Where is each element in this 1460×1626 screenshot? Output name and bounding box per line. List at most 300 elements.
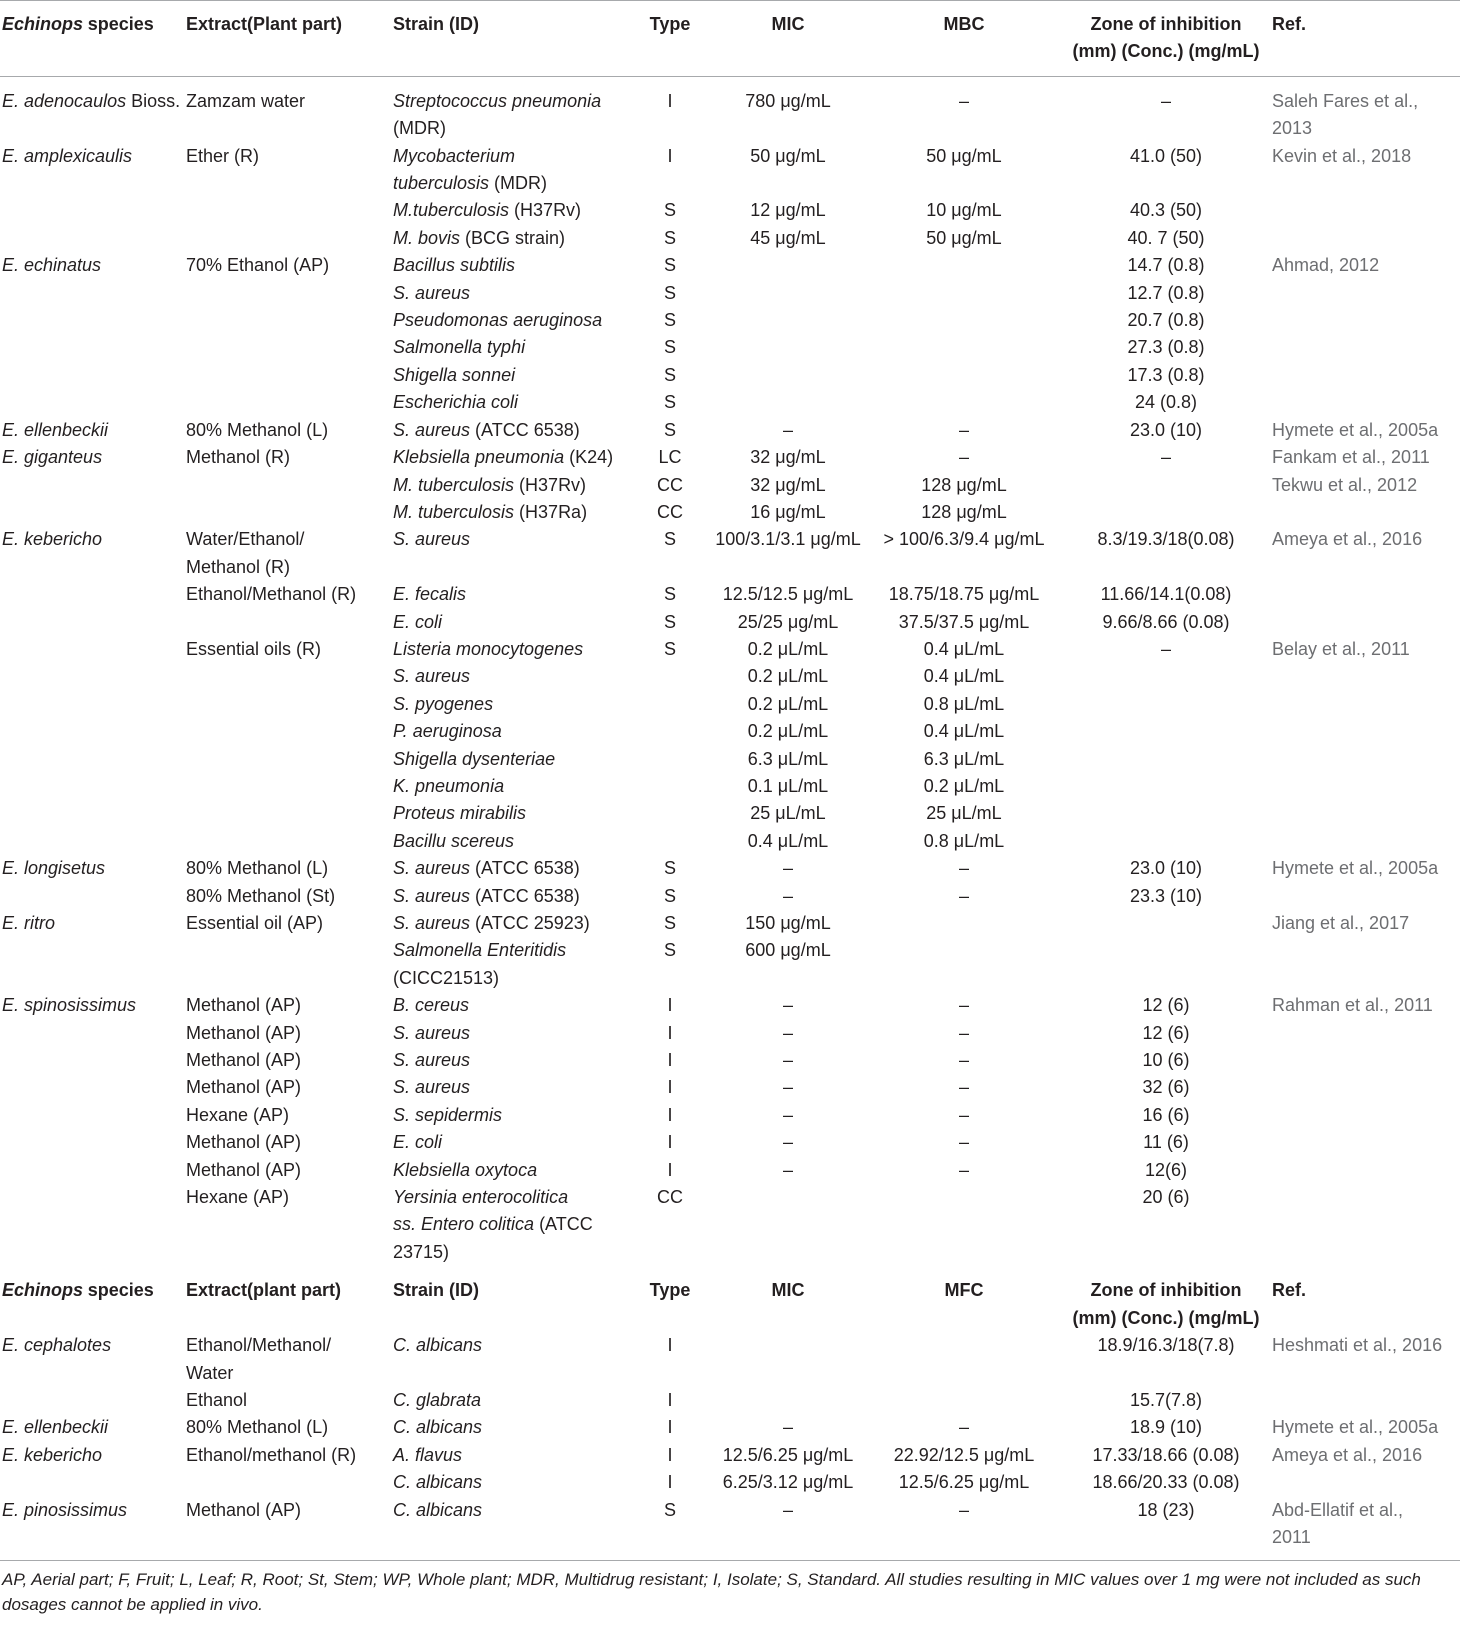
strain-name: C. albicans [393,1472,483,1493]
ref-link [1270,800,1460,827]
extract-cell [184,389,391,416]
strain-name: Listeria monocytogenes [393,638,584,659]
species-cell [0,800,184,827]
table-row [0,499,1460,526]
strain-name: S. sepidermis [393,1104,503,1125]
type-cell: I [667,145,673,166]
strain-cell [391,1442,630,1469]
species-cell [0,581,184,608]
table-row [0,828,1460,855]
strain-cell [391,526,630,581]
mic-cell: – [782,1077,793,1098]
strain-id: (K24) [564,447,614,468]
ref-link [1270,307,1460,334]
table-row [0,609,1460,636]
mbc-cell: 128 μg/mL [921,474,1007,495]
type-cell: I [667,1417,673,1438]
species-cell [0,663,184,690]
strain-cell [391,143,630,198]
species-name: E. ritro [2,913,56,933]
species-cell [0,718,184,745]
strain-name: A. flavus [393,1444,463,1465]
species-cell [0,773,184,800]
mic-cell [710,252,866,279]
species-cell [0,910,184,937]
strain-cell [391,855,630,882]
strain-id: (ATCC 6538) [470,858,580,879]
extract-cell: Ethanol [186,1389,248,1410]
table-row [0,1497,1460,1561]
extract-cell: 80% Methanol (St) [186,885,336,906]
header-genus: Echinops [2,1280,84,1301]
header-ref: Ref. [1272,1280,1307,1301]
ref-link [1270,1184,1460,1266]
strain-cell [391,252,630,279]
zone-cell: 23.0 (10) [1129,419,1203,440]
species-cell [0,1442,184,1469]
zone-cell: 10 (6) [1142,1050,1190,1071]
zone-cell: 11.66/14.1(0.08) [1100,584,1232,605]
type-cell: S [663,913,676,933]
species-cell [0,1102,184,1129]
strain-cell [391,581,630,608]
mic-cell: 6.25/3.12 μg/mL [722,1472,854,1493]
type-cell: I [667,1104,673,1125]
zone-cell: 12 (6) [1142,1022,1190,1043]
strain-name: Escherichia coli [393,392,519,413]
mic-cell [710,280,866,307]
extract-cell: Methanol (AP) [186,1132,302,1153]
mic-cell: – [782,1417,793,1438]
table-footnote: AP, Aerial part; F, Fruit; L, Leaf; R, Root; St, Stem; WP, Whole plant; MDR, Multidrug resistant; I, Isolate; S, Standard. All studies resulting in MIC values over 1 mg were not included as such dosages cannot be applied in vivo. [2,1570,1421,1615]
species-name: E. ellenbeckii [2,1417,109,1438]
strain-cell [391,910,630,937]
header-species-word: species [87,14,154,34]
species-name: E. kebericho [2,529,103,550]
ref-link[interactable]: Hymete et al., 2005a [1272,1417,1439,1438]
species-cell [0,691,184,718]
ref-link[interactable]: Abd-Ellatif et al., 2011 [1272,1499,1404,1547]
type-cell: S [663,529,676,550]
header-species-word: species [87,1280,154,1301]
ref-link [1270,499,1460,526]
type-cell: S [663,638,676,659]
species-authority: Bioss. [126,90,181,111]
ref-link[interactable]: Rahman et al., 2011 [1272,995,1433,1016]
zone-cell: 9.66/8.66 (0.08) [1102,611,1230,632]
mic-cell: 780 μg/mL [745,90,831,111]
strain-name: C. albicans [393,1417,483,1438]
strain-id: (H37Rv) [514,474,587,495]
species-cell [0,1047,184,1074]
zone-cell: 8.3/19.3/18(0.08) [1097,529,1235,550]
header-mfc: MFC [944,1280,984,1301]
strain-name: S. aureus [393,1022,471,1043]
strain-cell [391,1387,630,1414]
mfc-cell: – [958,1417,969,1438]
type-cell: CC [657,501,683,522]
zone-cell [1062,718,1270,745]
mbc-cell [866,1184,1062,1266]
zone-cell [1062,937,1270,992]
zone-cell: 41.0 (50) [1129,145,1203,166]
ref-link [1270,1469,1460,1496]
strain-id: (BCG strain) [460,227,566,248]
zone-cell: – [1160,447,1171,468]
table-section [0,1,1460,1267]
mic-cell [710,1387,866,1414]
ref-link[interactable]: Saleh Fares et al., 2013 [1272,90,1419,139]
strain-name: M. bovis [393,227,461,248]
mbc-cell: – [958,1022,969,1043]
mbc-cell [866,334,1062,361]
species-cell [0,1387,184,1414]
strain-name: S. aureus [393,885,471,906]
strain-id: (MDR) [489,173,548,194]
mbc-cell: – [958,995,969,1016]
zone-cell: 40. 7 (50) [1127,227,1205,248]
type-cell [630,663,710,690]
header-species [0,1,184,77]
species-cell [0,1157,184,1184]
mbc-cell: 25 μL/mL [926,803,1002,824]
zone-cell: 15.7(7.8) [1129,1389,1203,1410]
species-cell [0,417,184,444]
strain-id: (ATCC 6538) [470,419,580,440]
strain-name: Shigella dysenteriae [393,748,556,769]
mbc-cell: 0.8 μL/mL [923,830,1005,851]
zone-cell: 11 (6) [1143,1132,1189,1153]
species-cell [0,362,184,389]
strain-cell [391,663,630,690]
header-mic: MIC [710,1,866,77]
zone-cell: 18.9 (10) [1129,1417,1203,1438]
species-cell [0,389,184,416]
mbc-cell: 0.2 μL/mL [923,775,1005,796]
mic-cell: 25/25 μg/mL [737,611,839,632]
species-name: E. giganteus [2,447,103,468]
strain-name: S. aureus [393,858,471,879]
table-row [0,910,1460,937]
strain-name: M.tuberculosis [393,200,510,221]
mbc-cell: 37.5/37.5 μg/mL [898,611,1030,632]
table-row [0,252,1460,279]
strain-cell [391,691,630,718]
strain-name: S. aureus [393,419,471,440]
table-row [0,1047,1460,1074]
strain-cell [391,883,630,910]
table-row [0,362,1460,389]
extract-cell: Methanol (AP) [186,1159,302,1180]
strain-cell [391,828,630,855]
species-cell [0,1020,184,1047]
extract-cell [184,280,391,307]
species-cell [0,444,184,471]
extract-cell: Hexane (AP) [186,1104,290,1125]
extract-cell [184,225,391,252]
mbc-cell: 0.4 μL/mL [923,666,1005,687]
table-row [0,883,1460,910]
strain-name: Shigella sonnei [393,364,516,385]
mbc-cell: 0.8 μL/mL [923,693,1005,714]
strain-name: Pseudomonas aeruginosa [393,310,603,331]
extract-cell: Methanol (AP) [186,1022,302,1043]
strain-cell [391,1497,630,1561]
mbc-cell: – [958,1104,969,1125]
header-species [0,1266,184,1332]
strain-name: B. cereus [393,995,470,1016]
header-mbc: MBC [866,1,1062,77]
ref-link [1270,1387,1460,1414]
ref-link [1270,280,1460,307]
ref-link [1270,1020,1460,1047]
extract-cell: 80% Methanol (L) [186,1417,329,1438]
header-zone: Zone of inhibition (mm) (Conc.) (mg/mL) [1062,1,1270,77]
species-cell [0,1497,184,1561]
strain-name: C. glabrata [393,1389,482,1410]
type-cell: I [667,1159,673,1180]
mic-cell [710,307,866,334]
header-zone: Zone of inhibition (mm) (Conc.) (mg/mL) [1072,1280,1260,1328]
strain-cell [391,225,630,252]
strain-name: Yersinia enterocolitica ss. Entero colitica [393,1187,569,1235]
ref-link [1270,389,1460,416]
zone-cell: 17.33/18.66 (0.08) [1092,1444,1240,1465]
extract-cell [184,334,391,361]
extract-cell [184,746,391,773]
zone-cell: 12(6) [1144,1159,1188,1180]
zone-cell: 12 (6) [1142,995,1190,1016]
zone-cell: 24 (0.8) [1134,392,1198,413]
zone-cell: 40.3 (50) [1129,200,1203,221]
ref-link[interactable]: Ameya et al., 2016 [1272,529,1423,550]
mic-cell: 100/3.1/3.1 μg/mL [715,529,861,550]
strain-name: Klebsiella oxytoca [393,1159,538,1180]
table-row [0,1157,1460,1184]
type-cell: I [667,1077,673,1098]
ref-link[interactable]: Tekwu et al., 2012 [1272,474,1418,495]
type-cell: I [667,1335,673,1356]
strain-cell [391,1469,630,1496]
species-cell [0,992,184,1019]
species-cell [0,307,184,334]
header-strain: Strain (ID) [391,1,630,77]
strain-cell [391,444,630,471]
header-extract: Extract(plant part) [186,1280,342,1301]
mbc-cell [866,937,1062,992]
zone-cell: 27.3 (0.8) [1127,337,1205,358]
extract-cell: Zamzam water [186,90,306,111]
zone-cell [1062,691,1270,718]
table-row [0,1129,1460,1156]
type-cell: I [667,1132,673,1153]
ref-link [1270,718,1460,745]
strain-id: (MDR) [393,118,446,139]
mbc-cell [866,389,1062,416]
species-cell [0,1332,184,1387]
mbc-cell: – [958,1132,969,1153]
zone-cell: 18 (23) [1137,1499,1195,1520]
ref-link[interactable]: Ahmad, 2012 [1272,255,1380,276]
table-row [0,1469,1460,1496]
mic-cell: 0.2 μL/mL [747,666,829,687]
strain-name: E. fecalis [393,584,467,605]
mic-cell: – [782,885,793,906]
type-cell [630,691,710,718]
ref-link [1270,828,1460,855]
species-cell [0,1074,184,1101]
table-row [0,636,1460,663]
strain-cell [391,417,630,444]
extract-cell [184,718,391,745]
header-genus: Echinops [2,14,84,34]
table-row [0,417,1460,444]
strain-name: P. aeruginosa [393,721,502,742]
mic-cell: 16 μg/mL [750,501,826,522]
strain-name: M. tuberculosis [393,474,515,495]
type-cell: S [663,282,676,303]
type-cell: S [663,584,676,605]
type-cell: I [667,1389,673,1410]
strain-cell [391,992,630,1019]
table-row [0,197,1460,224]
table-row [0,718,1460,745]
strain-id: (ATCC 25923) [470,913,590,933]
table-row [0,855,1460,882]
type-cell: S [663,419,676,440]
strain-cell [391,1157,630,1184]
strain-cell [391,1047,630,1074]
mbc-cell: 10 μg/mL [926,200,1002,221]
table-row [0,444,1460,471]
strain-cell [391,773,630,800]
strain-name: Bacillu scereus [393,830,515,851]
mic-cell [710,362,866,389]
strain-name: Bacillus subtilis [393,255,516,276]
ref-link[interactable]: Fankam et al., 2011 [1272,447,1430,468]
header-type: Type [630,1,710,77]
species-cell [0,636,184,663]
type-cell [630,800,710,827]
extract-cell: 80% Methanol (L) [186,419,329,440]
species-cell [0,472,184,499]
mic-cell: – [782,419,793,440]
species-cell [0,280,184,307]
mfc-cell [866,1387,1062,1414]
ref-link [1270,197,1460,224]
strain-cell [391,636,630,663]
mic-cell: 0.2 μL/mL [747,721,829,742]
type-cell [630,718,710,745]
ref-link[interactable]: Hymete et al., 2005a [1272,858,1439,879]
mfc-cell [866,1332,1062,1387]
zone-cell: 18.9/16.3/18(7.8) [1097,1335,1235,1356]
zone-cell: 14.7 (0.8) [1127,255,1205,276]
table-row [0,663,1460,690]
species-cell [0,1414,184,1441]
zone-cell [1062,773,1270,800]
zone-cell [1062,746,1270,773]
mbc-cell: – [958,1050,969,1071]
table-row [0,1184,1460,1266]
type-cell: LC [658,447,682,468]
header-type: Type [649,1280,691,1301]
type-cell: S [663,337,676,358]
mic-cell: – [782,1022,793,1043]
table-row [0,1020,1460,1047]
species-name: E. kebericho [2,1444,103,1465]
table-row [0,937,1460,992]
header-row [0,1,1460,77]
strain-name: S. aureus [393,529,471,550]
type-cell: I [667,995,673,1016]
extract-cell [184,1469,391,1496]
ref-link[interactable]: Hymete et al., 2005a [1272,419,1439,440]
ref-link [1270,362,1460,389]
strain-cell [391,746,630,773]
type-cell: S [663,364,676,385]
ref-link[interactable]: Belay et al., 2011 [1272,638,1410,659]
table-row [0,746,1460,773]
species-cell [0,334,184,361]
ref-link[interactable]: Heshmati et al., 2016 [1272,1335,1443,1356]
mbc-cell: 128 μg/mL [921,501,1007,522]
zone-cell: – [1160,638,1171,659]
type-cell: S [663,310,676,331]
type-cell: S [663,940,676,961]
strain-name: S. aureus [393,913,471,933]
type-cell: I [667,1050,673,1071]
table-row [0,389,1460,416]
extract-cell [184,197,391,224]
mic-cell: 50 μg/mL [750,145,826,166]
strain-name: C. albicans [393,1335,483,1356]
ref-link [1270,883,1460,910]
ref-link[interactable]: Ameya et al., 2016 [1272,1444,1423,1465]
header-mic: MIC [771,1280,805,1301]
strain-name: Mycobacterium tuberculosis [393,145,516,194]
species-name: E. adenocaulos [2,90,127,111]
mic-cell: 12.5/6.25 μg/mL [722,1444,854,1465]
table-section [0,1266,1460,1561]
strain-cell [391,800,630,827]
zone-cell: 12.7 (0.8) [1127,282,1205,303]
extract-cell [184,499,391,526]
species-cell [0,252,184,279]
type-cell: I [667,1022,673,1043]
ref-link [1270,773,1460,800]
species-cell [0,746,184,773]
table-row [0,1332,1460,1387]
extract-cell: 70% Ethanol (AP) [186,255,330,276]
strain-id: (H37Ra) [514,501,588,522]
ref-link [1270,1074,1460,1101]
species-cell [0,1184,184,1266]
zone-cell: 16 (6) [1142,1104,1190,1125]
mbc-cell: 0.4 μL/mL [923,638,1005,659]
table-row [0,992,1460,1019]
type-cell: S [663,392,676,413]
header-strain: Strain (ID) [393,1280,480,1301]
type-cell: I [667,90,673,111]
ref-link[interactable]: Kevin et al., 2018 [1272,145,1412,166]
mbc-cell: – [958,1077,969,1098]
mic-cell: – [782,1132,793,1153]
extract-cell: 80% Methanol (L) [186,858,329,879]
type-cell [630,828,710,855]
extract-cell: Methanol (AP) [186,995,302,1016]
ref-link[interactable]: Jiang et al., 2017 [1272,913,1410,933]
